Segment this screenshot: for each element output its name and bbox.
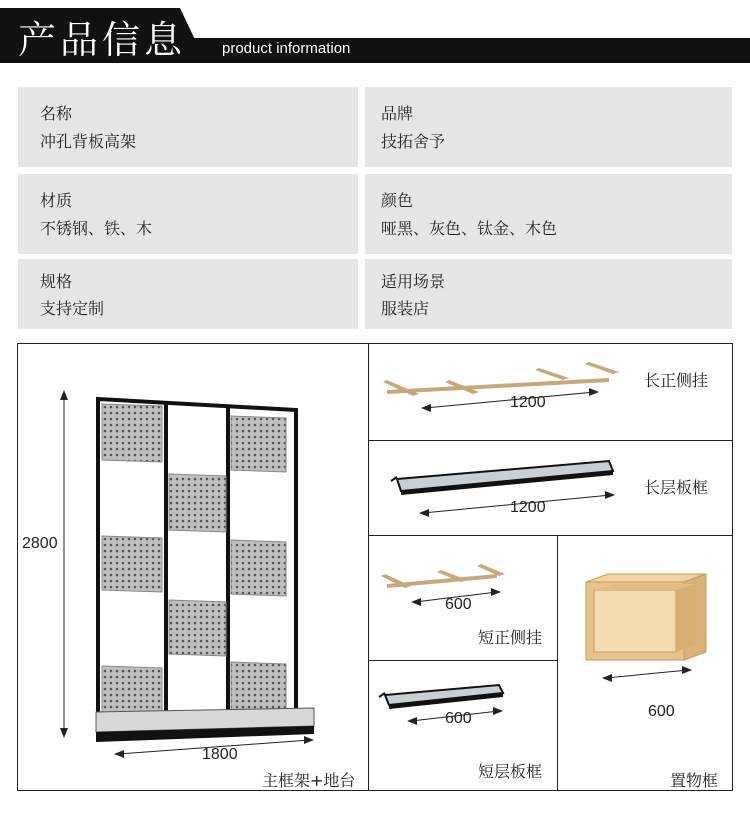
product-components-grid xyxy=(17,343,733,791)
main-height-dim: 2800 xyxy=(22,535,58,552)
info-value: 不锈钢、铁、木 xyxy=(40,219,153,238)
info-value: 技拓舍予 xyxy=(381,132,446,151)
short-shelf-dim: 600 xyxy=(445,710,472,727)
info-cell-spec xyxy=(18,259,358,329)
info-value: 哑黑、灰色、钛金、木色 xyxy=(381,219,558,238)
info-cell-material xyxy=(18,174,358,254)
main-width-dim: 1800 xyxy=(202,746,238,763)
short-hanger-dim: 600 xyxy=(445,596,472,613)
short-hanger-label: 短正侧挂 xyxy=(478,628,543,647)
header xyxy=(0,0,750,70)
info-key: 适用场景 xyxy=(381,272,446,291)
long-shelf-dim: 1200 xyxy=(510,499,546,516)
long-shelf-label: 长层板框 xyxy=(644,478,709,497)
info-key: 材质 xyxy=(40,191,73,210)
info-value: 支持定制 xyxy=(40,299,105,318)
page-title: 产品信息 xyxy=(18,18,187,62)
info-key: 名称 xyxy=(40,104,73,123)
info-key: 颜色 xyxy=(381,191,414,210)
info-value: 冲孔背板高架 xyxy=(40,132,137,151)
info-key: 品牌 xyxy=(381,104,414,123)
info-cell-brand xyxy=(365,87,732,167)
storage-box-illustration xyxy=(558,536,732,790)
info-key: 规格 xyxy=(40,272,73,291)
long-hanger-dim: 1200 xyxy=(510,394,546,411)
info-value: 服装店 xyxy=(381,299,430,318)
info-cell-scene xyxy=(365,259,732,329)
info-cell-name xyxy=(18,87,358,167)
page-subtitle: product information xyxy=(222,40,351,57)
main-frame-illustration xyxy=(18,344,368,790)
product-info-table xyxy=(18,87,732,329)
long-hanger-label: 长正侧挂 xyxy=(644,371,709,390)
storage-box-dim: 600 xyxy=(648,703,675,720)
storage-box-label: 置物框 xyxy=(670,771,719,790)
main-frame-label: 主框架+地台 xyxy=(262,771,356,790)
long-hanger-illustration xyxy=(369,344,732,440)
info-cell-color xyxy=(365,174,732,254)
short-shelf-label: 短层板框 xyxy=(478,762,543,781)
